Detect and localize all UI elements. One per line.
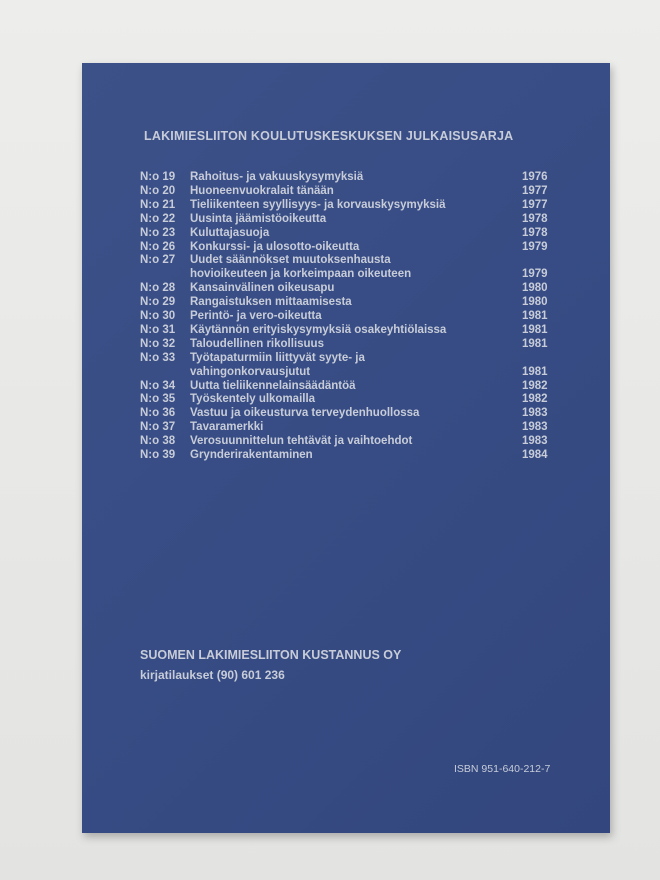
- list-item: [82, 435, 610, 449]
- list-item: [82, 449, 610, 463]
- entry-year: 1981: [522, 337, 548, 350]
- list-item: [82, 366, 610, 380]
- entry-title: Tieliikenteen syyllisyys- ja korvauskysymyksiä: [190, 198, 446, 211]
- entry-number: N:o 27: [140, 254, 176, 267]
- entry-title: Uutta tieliikennelainsäädäntöä: [190, 379, 356, 392]
- list-item: [82, 324, 610, 338]
- entry-year: 1980: [522, 282, 548, 295]
- entry-number: N:o 31: [140, 323, 176, 336]
- list-item: [82, 185, 610, 199]
- entry-title: Uudet säännökset muutoksenhausta: [190, 254, 391, 267]
- list-item: [82, 393, 610, 407]
- list-item: [82, 338, 610, 352]
- entry-title: Kansainvälinen oikeusapu: [190, 282, 335, 295]
- entry-year: 1984: [522, 449, 548, 461]
- entry-year: 1976: [522, 171, 548, 183]
- entry-year: 1981: [522, 323, 548, 336]
- list-item: [82, 282, 610, 296]
- list-item: [82, 407, 610, 421]
- entry-title: hovioikeuteen ja korkeimpaan oikeuteen: [190, 268, 412, 281]
- entry-year: 1979: [522, 268, 548, 281]
- entry-year: 1979: [522, 240, 548, 253]
- entry-title: Verosuunnittelun tehtävät ja vaihtoehdot: [190, 435, 413, 448]
- entry-number: N:o 34: [140, 379, 176, 392]
- entry-number: N:o 26: [140, 240, 176, 253]
- entry-number: N:o 28: [140, 282, 176, 295]
- book-back-cover: [82, 63, 610, 833]
- entry-number: N:o 36: [140, 407, 176, 420]
- entry-title: Uusinta jäämistöoikeutta: [190, 212, 327, 225]
- entry-title: Taloudellinen rikollisuus: [190, 337, 324, 350]
- entry-number: N:o 38: [140, 435, 176, 448]
- entry-number: N:o 33: [140, 351, 176, 364]
- entry-year: 1981: [522, 365, 548, 378]
- list-item: [82, 268, 610, 282]
- entry-title: Työskentely ulkomailla: [190, 393, 316, 406]
- list-item: [82, 421, 610, 435]
- series-title: LAKIMIESLIITON KOULUTUSKESKUKSEN JULKAISUSARJA: [144, 129, 514, 143]
- entry-title: Kuluttajasuoja: [190, 226, 270, 239]
- isbn-number: ISBN 951-640-212-7: [454, 763, 551, 775]
- entry-number: N:o 30: [140, 310, 176, 322]
- entry-number: N:o 32: [140, 337, 176, 350]
- list-item: [82, 254, 610, 268]
- entry-number: N:o 21: [140, 198, 176, 211]
- entry-title: Grynderirakentaminen: [190, 449, 313, 461]
- entry-number: N:o 22: [140, 212, 176, 225]
- entry-title: Vastuu ja oikeusturva terveydenhuollossa: [190, 407, 420, 420]
- entry-title: Huoneenvuokralait tänään: [190, 184, 334, 197]
- entry-title: Konkurssi- ja ulosotto-oikeutta: [190, 240, 360, 253]
- entry-number: N:o 29: [140, 296, 176, 309]
- entry-year: 1982: [522, 393, 548, 406]
- entry-year: 1978: [522, 212, 548, 225]
- list-item: [82, 227, 610, 241]
- list-item: [82, 171, 610, 185]
- list-item: [82, 380, 610, 394]
- entry-year: 1977: [522, 198, 548, 211]
- list-item: [82, 296, 610, 310]
- entry-number: N:o 39: [140, 449, 176, 461]
- order-phone: kirjatilaukset (90) 601 236: [140, 668, 285, 682]
- entry-title: Käytännön erityiskysymyksiä osakeyhtiölaissa: [190, 323, 447, 336]
- list-item: [82, 213, 610, 227]
- entry-year: 1983: [522, 407, 548, 420]
- list-item: [82, 352, 610, 366]
- entry-number: N:o 37: [140, 421, 176, 434]
- entry-number: N:o 20: [140, 184, 176, 197]
- entry-year: 1982: [522, 379, 548, 392]
- entry-number: N:o 35: [140, 393, 176, 406]
- entry-year: 1978: [522, 226, 548, 239]
- entry-year: 1977: [522, 184, 548, 197]
- entry-title: Rahoitus- ja vakuuskysymyksiä: [190, 171, 364, 183]
- entry-year: 1981: [522, 310, 548, 322]
- entry-number: N:o 19: [140, 171, 176, 183]
- entry-number: N:o 23: [140, 226, 176, 239]
- entry-title: Perintö- ja vero-oikeutta: [190, 310, 322, 322]
- entry-title: Työtapaturmiin liittyvät syyte- ja: [190, 351, 365, 364]
- entry-year: 1983: [522, 435, 548, 448]
- list-item: [82, 310, 610, 324]
- entry-title: Rangaistuksen mittaamisesta: [190, 296, 352, 309]
- list-item: [82, 199, 610, 213]
- entry-title: Tavaramerkki: [190, 421, 264, 434]
- publisher-name: SUOMEN LAKIMIESLIITON KUSTANNUS OY: [140, 648, 402, 662]
- list-item: [82, 241, 610, 255]
- entry-year: 1980: [522, 296, 548, 309]
- entry-year: 1983: [522, 421, 548, 434]
- entry-title: vahingonkorvausjutut: [190, 365, 311, 378]
